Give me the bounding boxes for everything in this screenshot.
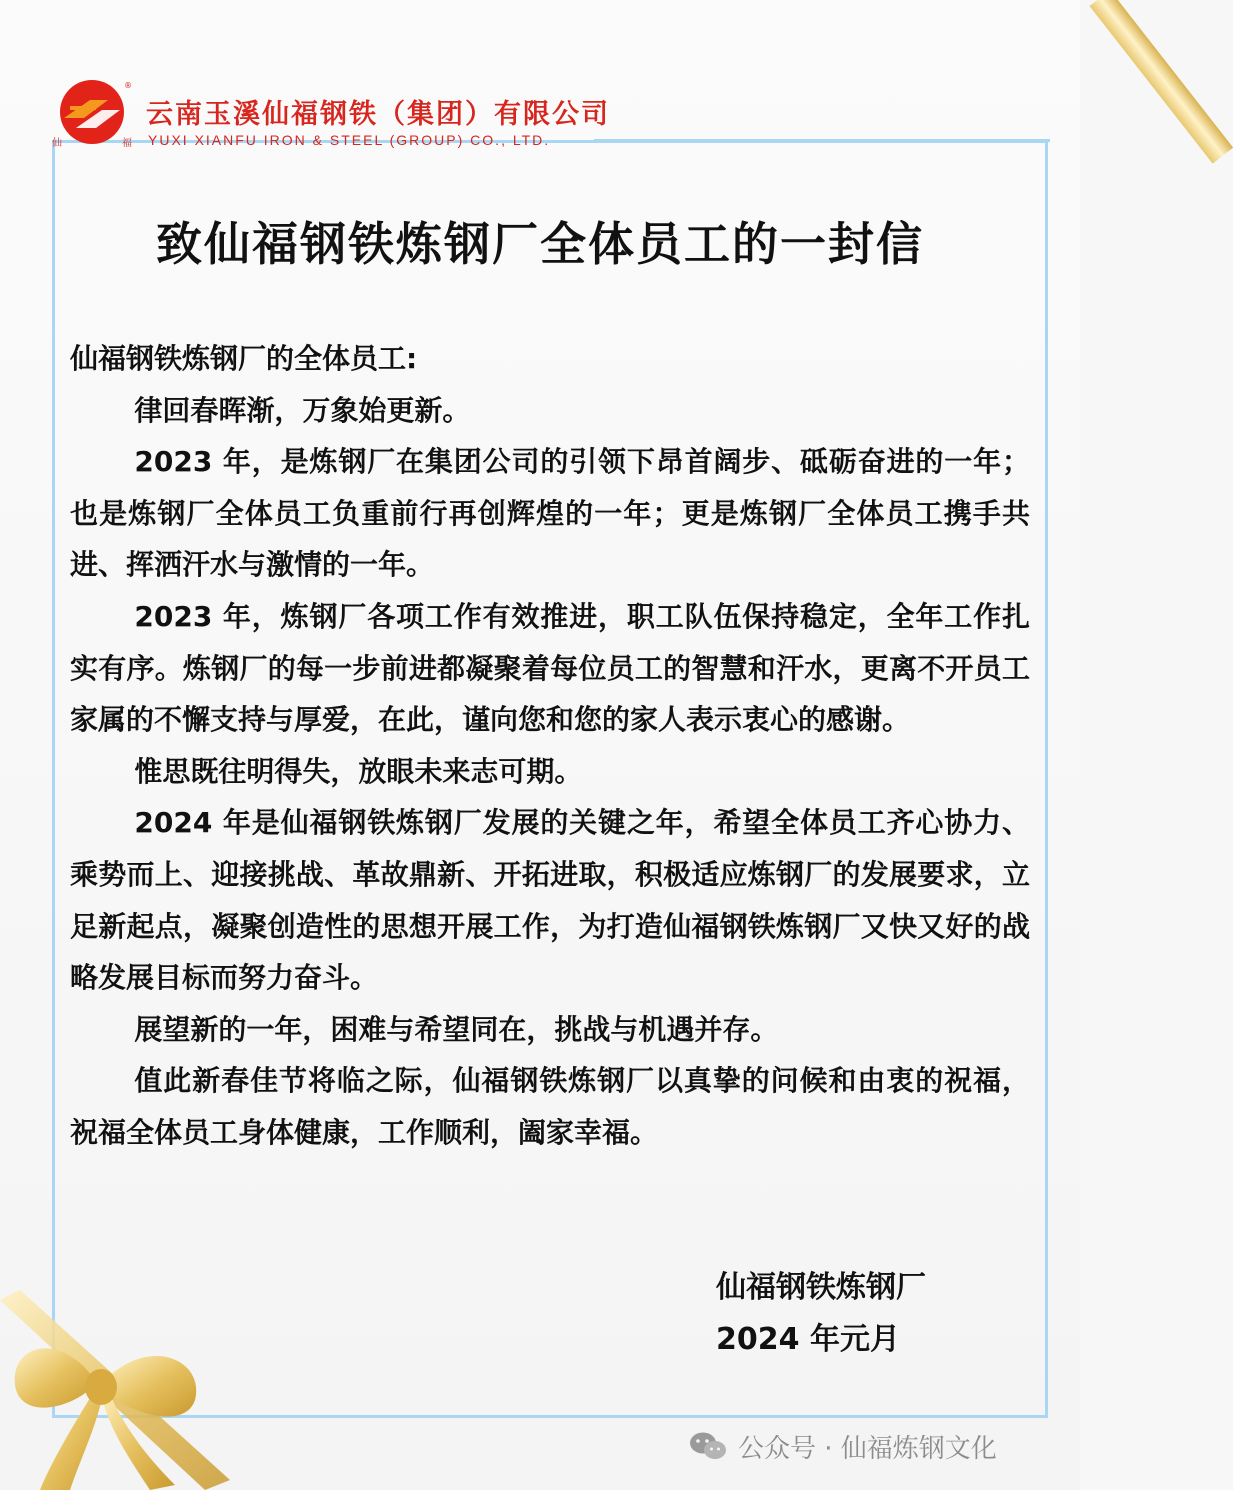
paragraph: 展望新的一年，困难与希望同在，挑战与机遇并存。 xyxy=(134,1012,779,1046)
paragraph: 惟思既往明得失，放眼未来志可期。 xyxy=(134,754,583,788)
company-logo xyxy=(50,78,130,150)
registered-mark: ® xyxy=(124,81,132,90)
gold-bow-decoration xyxy=(0,1290,230,1490)
gold-ribbon-decoration xyxy=(1090,0,1233,164)
header-rule xyxy=(594,139,1050,142)
letter-title: 致仙福钢铁炼钢厂全体员工的一封信 xyxy=(156,217,924,271)
signature: 仙福钢铁炼钢厂 xyxy=(716,1270,926,1305)
salutation: 仙福钢铁炼钢厂的全体员工: xyxy=(70,342,418,375)
letter-body xyxy=(70,333,1030,1159)
signature-date: 2024 年元月 xyxy=(716,1322,900,1357)
logo-mark-left: 仙 xyxy=(52,138,62,149)
paragraph: 律回春晖渐，万象始更新。 xyxy=(134,393,471,427)
paragraph: 2023 年，炼钢厂各项工作有效推进，职工队伍保持稳定，全年工作扎实有序。炼钢厂的每一步前进都凝聚着每位员工的智慧和汗水，更离不开员工家属的不懈支持与厚爱，在此，谨向您和您的家人表示衷心的感谢。 xyxy=(70,599,1030,737)
watermark xyxy=(688,1428,997,1464)
signature-block xyxy=(716,1262,926,1366)
paragraph: 2024 年是仙福钢铁炼钢厂发展的关键之年，希望全体员工齐心协力、乘势而上、迎接挑战、革故鼎新、开拓进取，积极适应炼钢厂的发展要求，立足新起点，凝聚创造性的思想开展工作，为打造仙福钢铁炼钢厂又快又好的战略发展目标而努力奋斗。 xyxy=(70,806,1030,995)
paragraph: 2023 年，是炼钢厂在集团公司的引领下昂首阔步、砥砺奋进的一年；也是炼钢厂全体员工负重前行再创辉煌的一年；更是炼钢厂全体员工携手共进、挥洒汗水与激情的一年。 xyxy=(70,445,1030,582)
company-name-cn: 云南玉溪仙福钢铁（集团）有限公司 xyxy=(146,99,610,130)
paragraph: 值此新春佳节将临之际，仙福钢铁炼钢厂以真挚的问候和由衷的祝福，祝福全体员工身体健康，工作顺利，阖家幸福。 xyxy=(70,1064,1030,1149)
company-name-en: YUXI XIANFU IRON & STEEL (GROUP) CO., LTD. xyxy=(148,132,551,148)
watermark-text: 公众号 · 仙福炼钢文化 xyxy=(738,1433,997,1464)
wechat-icon xyxy=(688,1430,728,1462)
logo-mark-right: 福 xyxy=(122,138,132,149)
